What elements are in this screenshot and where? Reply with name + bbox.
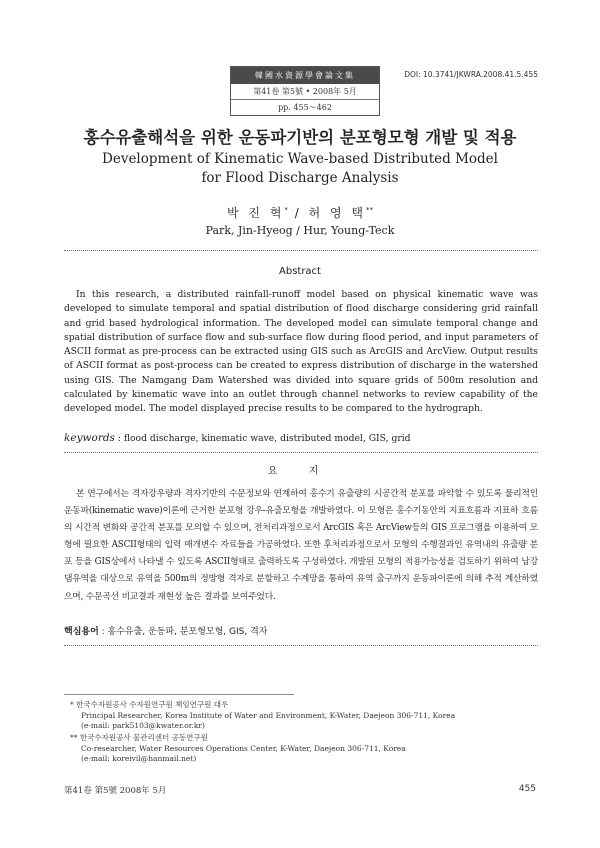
summary-keywords (64, 624, 538, 637)
footnote-rule (64, 694, 294, 695)
author-separator: / (287, 206, 309, 220)
footnote-2-ko: ** 한국수자원공사 물관리센터 공동연구원 (70, 733, 208, 742)
footnote-1-en: Principal Researcher, Korea Institute of Water and Environment, K-Water, Daejeon 306-711, Korea (81, 710, 456, 720)
ko-keywords-list: : 홍수유출, 운동파, 분포형모형, GIS, 격자 (98, 627, 268, 637)
abstract-keywords (64, 432, 538, 444)
title-english-line2: for Flood Discharge Analysis (201, 170, 399, 186)
footnote-1-email: (e-mail: park5103@kwater.or.kr) (81, 721, 205, 730)
journal-volume: 第41卷 第5號 • 2008年 5月 (231, 84, 379, 100)
authors-korean (0, 204, 600, 221)
footnote-2-en: Co-researcher, Water Resources Operations Center, K-Water, Daejeon 306-711, Korea (81, 743, 406, 753)
summary-heading: 요 지 (267, 466, 333, 477)
abstract-heading: Abstract (279, 266, 321, 277)
divider-summary (64, 645, 538, 646)
authors-english: Park, Jin-Hyeog / Hur, Young-Teck (205, 224, 395, 237)
author-first: 박 진 혁 (227, 206, 285, 220)
title-english-line1: Development of Kinematic Wave-based Distributed Model (102, 151, 498, 167)
footnote-2 (70, 733, 540, 765)
doi: DOI: 10.3741/JKWRA.2008.41.5.455 (404, 70, 538, 79)
footnote-2-email: (e-mail: koreivil@hanmail.net) (81, 754, 197, 763)
author-second: 허 영 택 (308, 206, 366, 220)
summary-body: 본 연구에서는 격자강우량과 격자기반의 수문정보와 연계하여 홍수기 유출량의 시공간적 분포를 파악할 수 있도록 물리적인 운동파(kinematic wave)이론에 근거한 분포형 강우-유출모형을 개발하였다. 이 모형은 홍수기동안의 지표흐름과 지표하 흐름의 시간적 변화와 공간적 분포를 모의할 수 있으며, 전처리과정으로서 ArcGIS 혹은 ArcView등의 GIS 프로그램을 이용하여 모형에 필요한 ASCII형태의 입력 매개변수 자료들을 가공하였다. 또한 후처리과정으로서 모형의 수행결과인 유역내의 유출량 분포 등을 GIS상에서 나타낼 수 있도록 ASCII형태로 출력하도록 구성하였다. 개발된 모형의 적용가능성을 검토하기 위하여 남강댐유역을 대상으로 유역을 500m의 정방형 격자로 분할하고 수계망을 통하여 유역 출구까지 운동파이론에 의해 추적 계산하였으며, 수문곡선 비교결과 재현성 높은 결과를 보여주었다. (64, 489, 538, 602)
journal-info-box (230, 66, 380, 116)
title-english (0, 150, 600, 188)
footer-issue: 第41卷 第5號 2008年 5月 (64, 786, 167, 796)
author-second-mark: ** (365, 206, 373, 214)
journal-name: 韓國水資源學會論文集 (231, 67, 379, 84)
title-korean: 홍수유출해석을 위한 운동파기반의 분포형모형 개발 및 적용 (83, 128, 517, 147)
ko-keywords-label: 핵심용어 (64, 627, 99, 637)
abstract-body: In this research, a distributed rainfall-runoff model based on physical kinematic wave was developed to simulate temporal and spatial distribution of flood discharge considering grid rainfall and grid based hydrological information. The developed model can simulate temporal change and spatial distribution of surface flow and sub-surface flow during flood period, and input parameters of ASCII format as pre-process can be extracted using GIS such as ArcGIS and ArcView. Output results of ASCII format as post-process can be created to express distribution of discharge in the watershed using GIS. The Namgang Dam Watershed was divided into square grids of 500m resolution and calculated by kinematic wave into an outlet through channel networks to review capability of the developed model. The model displayed precise results to be compared to the hydrograph. (64, 289, 538, 415)
footnote-1 (70, 700, 540, 732)
divider-top (64, 250, 538, 251)
divider-abstract (64, 452, 538, 453)
journal-pages: pp. 455～462 (278, 103, 332, 112)
keywords-list: : flood discharge, kinematic wave, distributed model, GIS, grid (117, 433, 411, 444)
footnote-1-ko: * 한국수자원공사 수자원연구원 책임연구원 대우 (70, 700, 229, 709)
author-first-mark: * (284, 206, 288, 214)
keywords-label: keywords (64, 432, 115, 444)
page-number: 455 (518, 784, 536, 794)
